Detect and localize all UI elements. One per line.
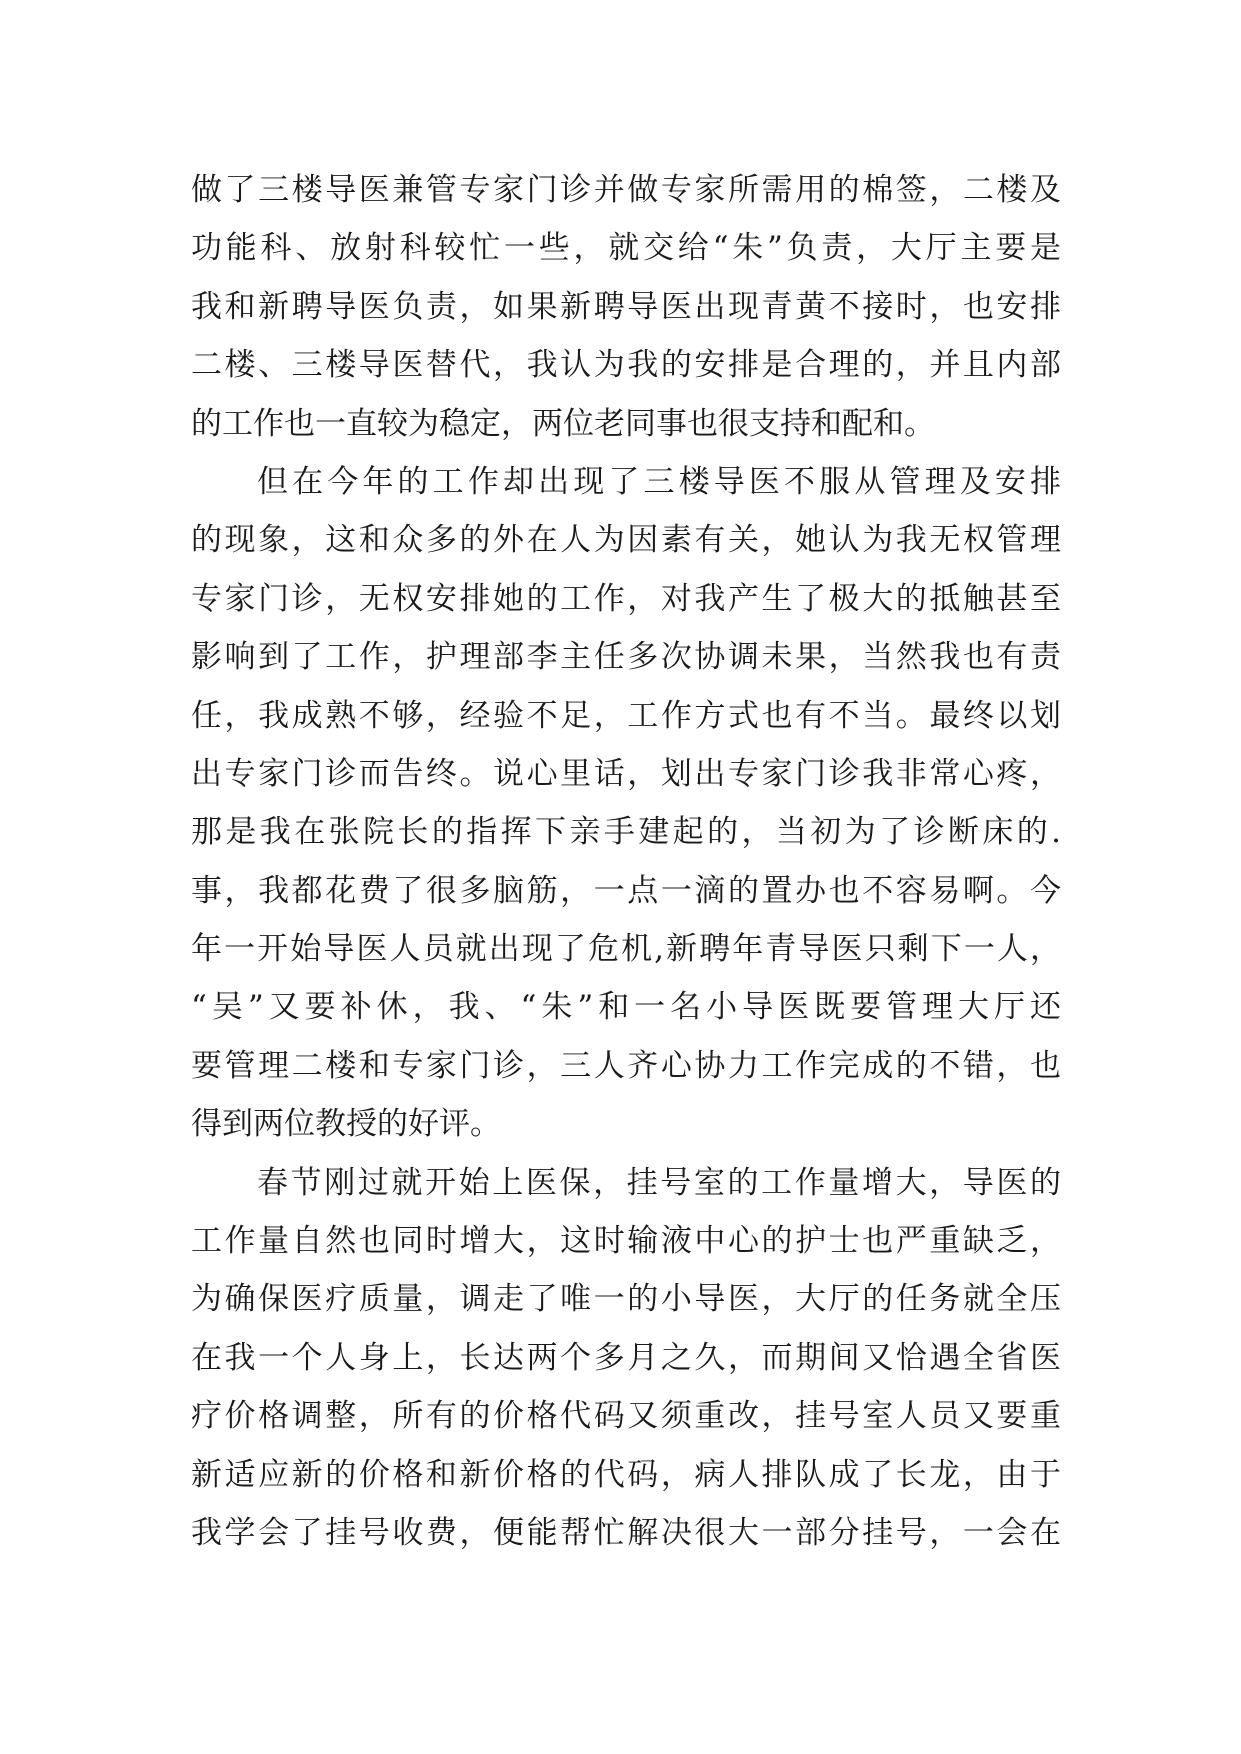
text-line: 我学会了挂号收费，便能帮忙解决很大一部分挂号，一会在 bbox=[191, 1514, 1061, 1551]
text-line: 事，我都花费了很多脑筋，一点一滴的置办也不容易啊。今 bbox=[191, 872, 1061, 909]
text-line: 的工作也一直较为稳定，两位老同事也很支持和配和。 bbox=[191, 405, 935, 442]
text-line: 为确保医疗质量，调走了唯一的小导医，大厅的任务就全压 bbox=[191, 1281, 1061, 1318]
text-line: 年一开始导医人员就出现了危机,新聘年青导医只剩下一人， bbox=[191, 931, 1061, 968]
text-line: 的现象，这和众多的外在人为因素有关，她认为我无权管理 bbox=[191, 522, 1061, 559]
text-line: 疗价格调整，所有的价格代码又须重改，挂号室人员又要重 bbox=[191, 1398, 1061, 1435]
text-line: “吴”又要补休，我、“朱”和一名小导医既要管理大厅还 bbox=[191, 989, 1061, 1026]
text-line: 任，我成熟不够，经验不足，工作方式也有不当。最终以划 bbox=[191, 697, 1061, 734]
text-line: 做了三楼导医兼管专家门诊并做专家所需用的棉签，二楼及 bbox=[191, 172, 1061, 208]
text-line: 专家门诊，无权安排她的工作，对我产生了极大的抵触甚至 bbox=[191, 580, 1061, 617]
text-line: 影响到了工作，护理部李主任多次协调未果，当然我也有责 bbox=[191, 639, 1061, 676]
text-line: 在我一个人身上，长达两个多月之久，而期间又恰遇全省医 bbox=[191, 1339, 1061, 1376]
text-line: 要管理二楼和专家门诊，三人齐心协力工作完成的不错，也 bbox=[191, 1047, 1061, 1084]
text-line: 我和新聘导医负责，如果新聘导医出现青黄不接时，也安排 bbox=[191, 288, 1061, 325]
body-text bbox=[191, 161, 1061, 1562]
text-line: 二楼、三楼导医替代，我认为我的安排是合理的，并且内部 bbox=[191, 347, 1061, 384]
paragraph-2 bbox=[191, 453, 1061, 1154]
text-line: 得到两位教授的好评。 bbox=[191, 1106, 501, 1143]
paragraph-1 bbox=[191, 161, 1061, 453]
text-line: 但在今年的工作却出现了三楼导医不服从管理及安排 bbox=[257, 463, 1061, 500]
text-line: 出专家门诊而告终。说心里话，划出专家门诊我非常心疼， bbox=[191, 755, 1061, 792]
text-line: 新适应新的价格和新价格的代码，病人排队成了长龙，由于 bbox=[191, 1456, 1061, 1493]
text-line: 那是我在张院长的指挥下亲手建起的，当初为了诊断床的. bbox=[191, 814, 1061, 851]
text-line: 功能科、放射科较忙一些，就交给“朱”负责，大厅主要是 bbox=[191, 230, 1061, 267]
paragraph-3 bbox=[191, 1154, 1061, 1563]
text-line: 工作量自然也同时增大，这时输液中心的护士也严重缺乏， bbox=[191, 1223, 1061, 1260]
text-line: 春节刚过就开始上医保，挂号室的工作量增大，导医的 bbox=[257, 1164, 1061, 1201]
